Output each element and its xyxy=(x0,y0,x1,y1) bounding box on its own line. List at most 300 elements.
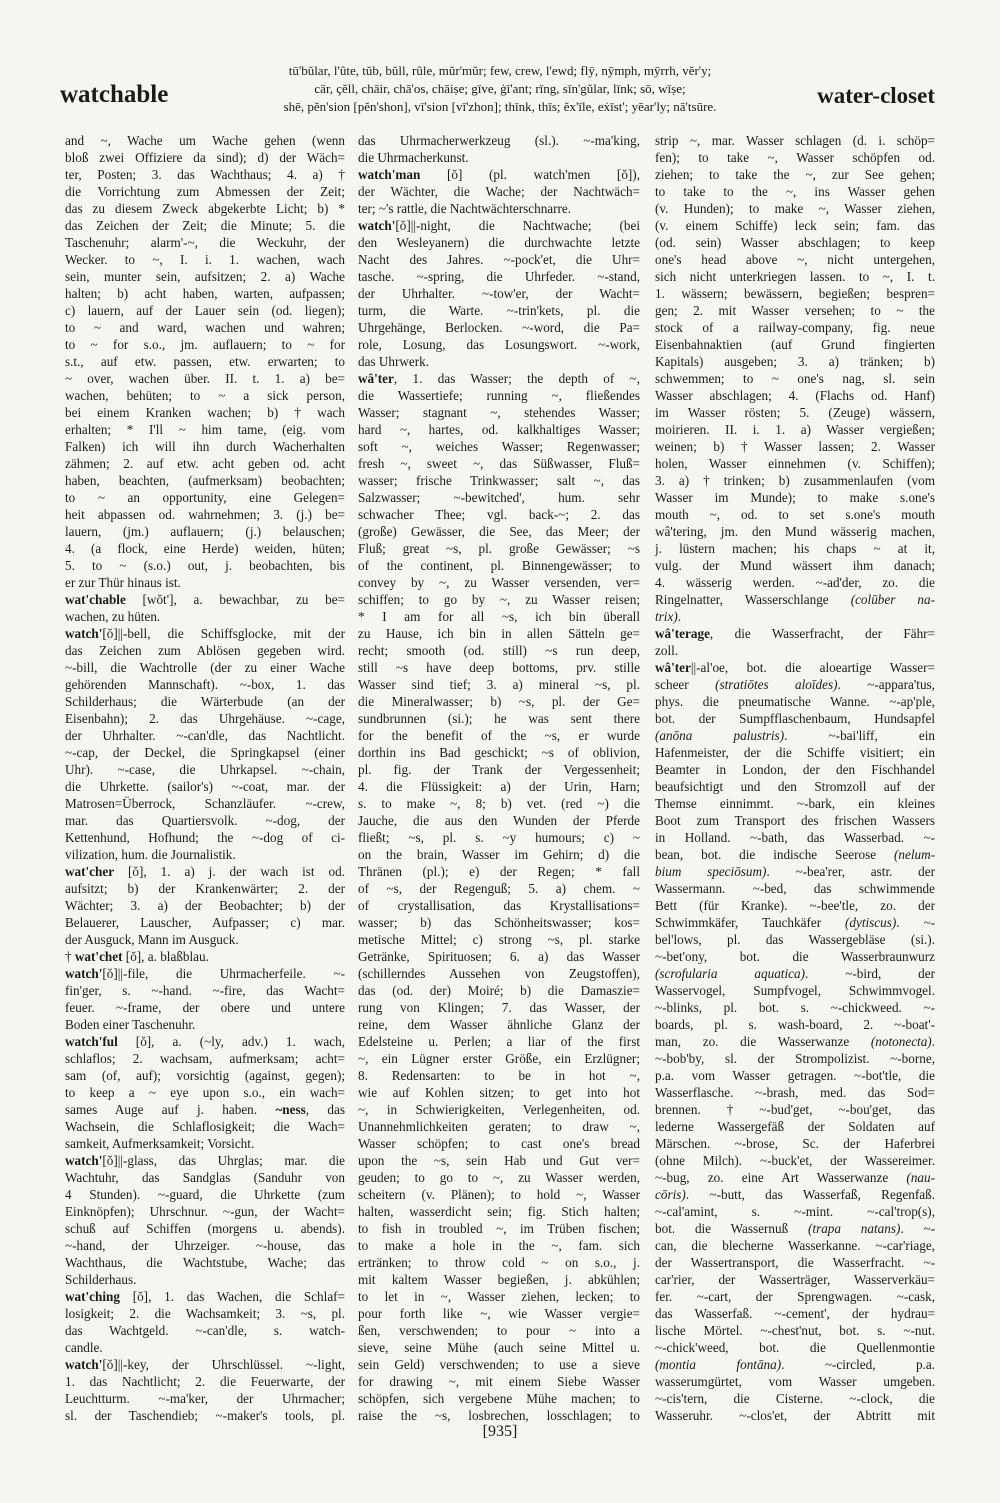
text-line xyxy=(655,1288,935,1305)
text-line xyxy=(358,659,640,676)
line-text: to let in ~, Wasser ziehen, lecken; to xyxy=(358,1289,640,1304)
text-line xyxy=(358,1390,640,1407)
line-text: ter, Posten; 3. das Wachthaus; 4. a) † xyxy=(65,167,345,182)
text-line xyxy=(358,1135,640,1152)
latin-name: trix) xyxy=(655,609,678,624)
line-text: geuden; to go to ~, zu Wasser werden, xyxy=(358,1170,640,1185)
line-text: wasserumgürtet, vom Wasser umgeben. xyxy=(655,1374,935,1389)
line-text: 1. das Nachtlicht; 2. die Feuerwarte, der xyxy=(65,1374,345,1389)
line-text: to ~ and ward, wachen und wahren; xyxy=(65,320,345,335)
line-text: Leuchtturm. ~-ma'ker, der Uhrmacher; xyxy=(65,1391,345,1406)
text-line xyxy=(358,1305,640,1322)
line-text: Taschenuhr; alarm'-~, die Weckuhr, der xyxy=(65,235,345,250)
text-line xyxy=(655,251,935,268)
line-text: die Uhrkette. (sailor's) ~-coat, mar. der xyxy=(65,779,345,794)
line-text: Eisenbahn); 2. das Uhrgehäuse. ~-cage, xyxy=(65,711,345,726)
line-text: 8. Redensarten: to be in hot ~, xyxy=(358,1068,640,1083)
text-run: bot. die Wassernuß xyxy=(655,1221,809,1236)
line-text: Jauche, die aus den Wunden der Pferde xyxy=(358,813,640,828)
text-line xyxy=(655,1339,935,1356)
text-line xyxy=(655,217,935,234)
line-text xyxy=(655,914,935,931)
text-line xyxy=(655,948,935,965)
text-line xyxy=(358,1152,640,1169)
line-text: Unannehmlichkeiten geraten; to draw ~, xyxy=(358,1119,640,1134)
line-text: sam (of, auf); vorsichtig (against, gegen); xyxy=(65,1068,345,1083)
line-text xyxy=(655,863,935,880)
text-line xyxy=(655,897,935,914)
text-line xyxy=(65,472,345,489)
text-line xyxy=(65,948,345,965)
text-line xyxy=(655,438,935,455)
text-line xyxy=(655,540,935,557)
line-text: ~ over, wachen über. II. t. 1. a) be= xyxy=(65,371,345,386)
line-text xyxy=(655,625,935,642)
text-line xyxy=(65,540,345,557)
text-run: man, zo. die Wasserwanze xyxy=(655,1034,871,1049)
latin-name: (anōna palustris) xyxy=(655,728,785,743)
line-text xyxy=(655,659,935,676)
line-text: ter; ~'s rattle, die Nachtwächterschnarre. xyxy=(358,201,572,216)
text-line xyxy=(655,642,935,659)
text-line xyxy=(655,1271,935,1288)
headword: watch'ful xyxy=(65,1034,118,1049)
text-line xyxy=(358,999,640,1016)
text-line xyxy=(655,1237,935,1254)
line-text xyxy=(65,863,345,880)
line-text: schiffen; to go by ~, zu Wasser reisen; xyxy=(358,592,640,607)
column-left xyxy=(65,132,345,1424)
text-line xyxy=(65,234,345,251)
text-line xyxy=(358,1288,640,1305)
text-line xyxy=(358,132,640,149)
text-run: . ~- xyxy=(900,1221,935,1236)
text-line xyxy=(65,1101,345,1118)
line-text: of ~s, der Regenguß; 5. a) chem. ~ xyxy=(358,881,640,896)
text-line xyxy=(655,676,935,693)
line-text: sieve, seine Mühe (auch seine Mittel u. xyxy=(358,1340,640,1355)
line-text xyxy=(65,948,209,965)
text-line xyxy=(65,880,345,897)
line-text: ~, in Schwierigkeiten, Verlegenheiten, od. xyxy=(358,1102,640,1117)
line-text xyxy=(655,1220,935,1237)
text-line xyxy=(358,166,640,183)
text-line xyxy=(65,625,345,642)
text-line xyxy=(65,336,345,353)
text-line xyxy=(358,319,640,336)
line-text: der Uhrhalter. ~-tow'er, der Wacht= xyxy=(358,286,640,301)
text-run: . xyxy=(931,1034,935,1049)
text-run: . ~-bird, der xyxy=(804,966,935,981)
line-text: to ~ for s.o., jm. auflauern; to ~ for xyxy=(65,337,345,352)
line-text: strip ~, mar. Wasser schlagen (d. i. schöp= xyxy=(655,133,935,148)
text-line xyxy=(358,1084,640,1101)
line-text: (schillerndes Aussehen von Zeugstoffen), xyxy=(358,966,640,981)
text-line xyxy=(358,285,640,302)
line-text: er zur Thür hinaus ist. xyxy=(65,575,181,590)
right-guideword: water-closet xyxy=(817,83,935,108)
line-text: wâ'tering, jm. den Mund wässerig machen, xyxy=(655,524,935,539)
latin-name: (montia fontāna) xyxy=(655,1357,782,1372)
text-line xyxy=(358,897,640,914)
latin-name: (dytiscus) xyxy=(845,915,897,930)
text-line xyxy=(655,914,935,931)
line-text: bel'lows, pl. das Wassergebläse (si.). xyxy=(655,932,935,947)
line-text: Wasseruhr. ~-clos'et, der Abtritt mit xyxy=(655,1408,935,1423)
line-text: erhalten; * I'll ~ him tame, (eig. vom xyxy=(65,422,345,437)
line-text: beaufsichtigt und den Stromzoll auf der xyxy=(655,779,935,794)
line-text: turm, die Warte. ~-trin'kets, pl. die xyxy=(358,303,640,318)
text-run: Ringelnatter, Wasserschlange xyxy=(655,592,851,607)
text-run: . ~-bai'liff, ein xyxy=(784,728,935,743)
line-text xyxy=(65,1152,345,1169)
line-text: schuß auf Schiffen (morgens u. abends). xyxy=(65,1221,345,1236)
line-text: Wasservogel, Sumpfvogel, Schwimmvogel. xyxy=(655,983,935,998)
text-line xyxy=(65,710,345,727)
text-line xyxy=(65,1135,345,1152)
line-text: Märschen. ~-brose, Sc. der Haferbrei xyxy=(655,1136,935,1151)
text-line xyxy=(358,1237,640,1254)
line-text: in Holland. ~-bath, das Wasserbad. ~- xyxy=(655,830,935,845)
line-text: schwemmen; to ~ one's nag, sl. sein xyxy=(655,371,935,386)
text-line xyxy=(655,455,935,472)
text-run: scheer xyxy=(655,677,716,692)
text-line xyxy=(358,370,640,387)
line-text: Fluß; great ~s, pl. große Gewässer; ~s xyxy=(358,541,640,556)
line-text: der Wächter, die Wache; der Nachtwäch= xyxy=(358,184,640,199)
line-text: wasser; b) das Schönheitswasser; kos= xyxy=(358,915,640,930)
line-text: upon the ~s, sein Hab und Gut ver= xyxy=(358,1153,640,1168)
text-line xyxy=(65,574,345,591)
text-line xyxy=(65,727,345,744)
line-text: sein Geld) verschwenden; to use a sieve xyxy=(358,1357,640,1372)
headword: watch'man xyxy=(358,167,421,182)
line-text: Wasser schöpfen; to cast one's bread xyxy=(358,1136,640,1151)
text-run: [ŏ], 1. a) j. der wach ist od. xyxy=(114,864,345,879)
line-text: samkeit, Aufmerksamkeit; Vorsicht. xyxy=(65,1136,255,1151)
text-line xyxy=(65,455,345,472)
text-line xyxy=(655,1101,935,1118)
text-line xyxy=(358,268,640,285)
text-line xyxy=(655,999,935,1016)
line-text: pour forth like ~, wie Wasser vergie= xyxy=(358,1306,640,1321)
latin-name: bium speciōsum) xyxy=(655,864,767,879)
text-line xyxy=(65,302,345,319)
line-text: ~-bill, die Wachtrolle (der zu einer Wache xyxy=(65,660,345,675)
text-line xyxy=(65,778,345,795)
page-number: [935] xyxy=(482,1423,518,1440)
text-line xyxy=(655,285,935,302)
text-run: bean, bot. die indische Seerose xyxy=(655,847,894,862)
text-run: † xyxy=(65,949,75,964)
line-text: Einknöpfen); Uhrschnur. ~-gun, der Wacht= xyxy=(65,1204,345,1219)
line-text: ~, ein Lügner erster Größe, ein Erzlügner; xyxy=(358,1051,640,1066)
line-text: bloß zwei Offiziere da sind); d) der Wäch= xyxy=(65,150,345,165)
text-line xyxy=(358,183,640,200)
text-line xyxy=(358,795,640,812)
text-line xyxy=(655,1033,935,1050)
line-text: sundbrunnen (si.); he was sent there xyxy=(358,711,640,726)
line-text: 4 Stunden). ~-guard, die Uhrkette (zum xyxy=(65,1187,345,1202)
text-line xyxy=(358,1203,640,1220)
text-line xyxy=(358,880,640,897)
line-text: zähmen; 2. auf etw. acht geben od. acht xyxy=(65,456,345,471)
text-line xyxy=(358,455,640,472)
line-text xyxy=(655,846,935,863)
headword: ~ness xyxy=(275,1102,306,1117)
line-text: die Mineralwasser; b) ~s, pl. der Ge= xyxy=(358,694,640,709)
line-text: ~-hand, der Uhrzeiger. ~-house, das xyxy=(65,1238,345,1253)
line-text: halten; b) acht haben, warten, aufpassen; xyxy=(65,286,345,301)
line-text: Falken) ich will ihn durch Wacherhalten xyxy=(65,439,345,454)
text-line xyxy=(358,710,640,727)
line-text: stock of a railway-company, fig. neue xyxy=(655,320,935,335)
text-line xyxy=(65,353,345,370)
line-text: ~-cap, der Deckel, die Springkapsel (einer xyxy=(65,745,345,760)
line-text: 4. die Flüssigkeit: a) der Urin, Harn; xyxy=(358,779,640,794)
text-line xyxy=(65,1373,345,1390)
text-line xyxy=(655,625,935,642)
line-text: gehörenden Mannschaft). ~-box, 1. das xyxy=(65,677,345,692)
line-text: Wasser im Munde); to make s.one's xyxy=(655,490,935,505)
text-line xyxy=(358,693,640,710)
line-text: rung von Klingen; 7. das Wasser, der xyxy=(358,1000,640,1015)
text-line xyxy=(655,931,935,948)
line-text: bei einem Kranken wachen; b) † wach xyxy=(65,405,345,420)
line-text: das (od. der) Moiré; b) die Damaszie= xyxy=(358,983,640,998)
line-text: Edelsteine u. Perlen; a liar of the first xyxy=(358,1034,640,1049)
line-text: ~-cis'tern, die Cisterne. ~-clock, die xyxy=(655,1391,935,1406)
text-line xyxy=(655,200,935,217)
line-text: sl. der Taschendieb; ~-maker's tools, pl. xyxy=(65,1408,345,1423)
text-line xyxy=(358,421,640,438)
text-line xyxy=(655,183,935,200)
text-line xyxy=(655,1016,935,1033)
text-line xyxy=(65,1237,345,1254)
line-text: Boden einer Taschenuhr. xyxy=(65,1017,196,1032)
text-line xyxy=(655,659,935,676)
line-text: Uhrgehänge, Berlocken. ~-word, die Pa= xyxy=(358,320,640,335)
text-line xyxy=(65,1152,345,1169)
text-run: , die Wasserfracht, der Fähr= xyxy=(709,626,935,641)
text-line xyxy=(65,914,345,931)
text-line xyxy=(65,608,345,625)
line-text: wachen, zu hüten. xyxy=(65,609,161,624)
line-text xyxy=(65,625,345,642)
line-text: Schilderhaus. xyxy=(65,1272,137,1287)
text-line xyxy=(358,200,640,217)
text-line xyxy=(655,693,935,710)
text-line xyxy=(65,1118,345,1135)
text-line xyxy=(65,744,345,761)
column-right xyxy=(655,132,935,1424)
text-run: sames Auge auf j. haben. xyxy=(65,1102,276,1117)
text-line xyxy=(655,795,935,812)
line-text: on the brain, Wasser im Gehirn; d) die xyxy=(358,847,640,862)
line-text: brennen. † ~-bud'get, ~-bou'get, das xyxy=(655,1102,935,1117)
line-text: Nacht des Jahres. ~-pock'et, die Uhr= xyxy=(358,252,640,267)
line-text: ~-cal'amint, s. ~-mint. ~-cal'trop(s), xyxy=(655,1204,935,1219)
line-text: lische Mörtel. ~-chest'nut, bot. s. ~-nut. xyxy=(655,1323,935,1338)
line-text: mouth ~, od. to set s.one's mouth xyxy=(655,507,935,522)
line-text: Kettenhund, Hofhund; the ~-dog of ci- xyxy=(65,830,345,845)
text-line xyxy=(655,1169,935,1186)
line-text: still ~s have deep bottoms, prv. stille xyxy=(358,660,640,675)
line-text: Boot zum Transport des frischen Wassers xyxy=(655,813,935,828)
text-line xyxy=(655,829,935,846)
text-line xyxy=(655,727,935,744)
latin-name: (stratiōtes aloīdes) xyxy=(715,677,838,692)
line-text: 5. to ~ (s.o.) out, j. beobachten, bis xyxy=(65,558,345,573)
line-text: zoll. xyxy=(655,643,679,658)
text-line xyxy=(65,268,345,285)
text-line xyxy=(65,1067,345,1084)
text-run: [ŏ]||-file, die Uhrmacherfeile. ~- xyxy=(102,966,345,981)
text-line xyxy=(655,880,935,897)
line-text: to ~ an opportunity, eine Gelegen= xyxy=(65,490,345,505)
text-line xyxy=(655,489,935,506)
text-line xyxy=(65,1084,345,1101)
text-line xyxy=(65,829,345,846)
text-line xyxy=(655,149,935,166)
line-text xyxy=(358,217,640,234)
text-line xyxy=(65,999,345,1016)
text-line xyxy=(358,914,640,931)
line-text: candle. xyxy=(65,1340,103,1355)
line-text: soft ~, weiches Wasser; Regenwasser; xyxy=(358,439,640,454)
line-text: Wasser; stagnant ~, stehendes Wasser; xyxy=(358,405,640,420)
text-line xyxy=(65,1050,345,1067)
line-text: and ~, Wache um Wache gehen (wenn xyxy=(65,133,345,148)
text-line xyxy=(655,812,935,829)
line-text xyxy=(655,591,935,608)
text-line xyxy=(65,1016,345,1033)
text-line xyxy=(358,353,640,370)
line-text xyxy=(655,1186,935,1203)
line-text xyxy=(65,1101,345,1118)
line-text xyxy=(655,676,935,693)
text-line xyxy=(655,268,935,285)
text-line xyxy=(655,1118,935,1135)
line-text: das Uhrmacherwerkzeug (sl.). ~-ma'king, xyxy=(358,133,640,148)
line-text: Themse einnimmt. ~-bark, ein kleines xyxy=(655,796,935,811)
text-line xyxy=(655,506,935,523)
line-text: Beamter in London, der den Fischhandel xyxy=(655,762,935,777)
text-line xyxy=(655,778,935,795)
headword: watch' xyxy=(65,966,103,981)
line-text: wie auf Kohlen sitzen; to get into hot xyxy=(358,1085,640,1100)
text-line xyxy=(655,404,935,421)
line-text: * I am for all ~s, ich bin überall xyxy=(358,609,640,624)
line-text: ~-chick'weed, bot. die Quellenmontie xyxy=(655,1340,935,1355)
text-line xyxy=(65,659,345,676)
text-line xyxy=(655,302,935,319)
text-run: [ŏ]||-glass, das Uhrglas; mar. die xyxy=(102,1153,345,1168)
text-line xyxy=(358,1067,640,1084)
text-run: Schwimmkäfer, Tauchkäfer xyxy=(655,915,845,930)
text-line xyxy=(655,1067,935,1084)
text-line xyxy=(358,1186,640,1203)
text-line xyxy=(655,472,935,489)
text-line xyxy=(655,1322,935,1339)
line-text: Matrosen=Überrock, Schanzläufer. ~-crew, xyxy=(65,796,345,811)
text-line xyxy=(65,812,345,829)
line-text: Salzwasser; ~-bewitched', hum. sehr xyxy=(358,490,640,505)
text-line xyxy=(65,1288,345,1305)
text-line xyxy=(358,1118,640,1135)
line-text: recht; smooth (od. still) ~s run deep, xyxy=(358,643,640,658)
line-text: role, Losung, das Losungswort. ~-work, xyxy=(358,337,640,352)
line-text: dorthin ins Bad geschickt; ~s of oblivion, xyxy=(358,745,640,760)
latin-name: (trapa natans) xyxy=(808,1221,901,1236)
text-line xyxy=(655,744,935,761)
line-text: das Zeichen zum Ablösen gegeben wird. xyxy=(65,643,345,658)
headword: wat'chable xyxy=(65,592,126,607)
text-line xyxy=(358,744,640,761)
line-text xyxy=(655,608,681,625)
headword: watch' xyxy=(65,1357,103,1372)
text-line xyxy=(655,1373,935,1390)
text-line xyxy=(65,676,345,693)
text-line xyxy=(65,1271,345,1288)
text-line xyxy=(65,1186,345,1203)
text-line xyxy=(358,931,640,948)
text-line xyxy=(358,982,640,999)
line-text: der Ausguck, Mann im Ausguck. xyxy=(65,932,239,947)
line-text: der Uhrhalter. ~-can'dle, das Nachtlicht. xyxy=(65,728,345,743)
headword: wâ'terage xyxy=(655,626,710,641)
text-run: ~-bug, zo. eine Art Wasserwanze xyxy=(655,1170,907,1185)
text-run: ||-al'oe, bot. die aloeartige Wasser= xyxy=(690,660,935,675)
line-text: vilization, hum. die Journalistik. xyxy=(65,847,236,862)
line-text: for the benefit of the ~s, er wurde xyxy=(358,728,640,743)
line-text: to make a hole in the ~, fam. sich xyxy=(358,1238,640,1253)
text-line xyxy=(358,608,640,625)
line-text: Wasserflasche. ~-brash, med. das Sod= xyxy=(655,1085,935,1100)
line-text: die Wassertiefe; running ~, fließendes xyxy=(358,388,640,403)
text-line xyxy=(65,863,345,880)
text-line xyxy=(655,421,935,438)
text-line xyxy=(65,421,345,438)
text-line xyxy=(358,1356,640,1373)
text-line xyxy=(358,149,640,166)
text-run: [ŏ] (pl. watch'men [ŏ]), xyxy=(420,167,640,182)
text-line xyxy=(65,761,345,778)
line-text xyxy=(655,727,935,744)
text-line xyxy=(65,1220,345,1237)
left-guideword: watchable xyxy=(60,81,169,108)
text-line xyxy=(65,523,345,540)
text-line xyxy=(65,1033,345,1050)
line-text: bot. der Sumpfflaschenbaum, Hundsapfel xyxy=(655,711,935,726)
line-text: of crystallisation, das Krystallisations= xyxy=(358,898,640,913)
line-text: haben, beachten, (aufmerksam) beobachten; xyxy=(65,473,345,488)
pronunciation-key-line xyxy=(205,98,795,116)
line-text: zu Hause, ich bin in allen Sätteln ge= xyxy=(358,626,640,641)
line-text xyxy=(358,166,640,183)
text-line xyxy=(655,1135,935,1152)
latin-name: (colūber na- xyxy=(850,592,935,607)
text-line xyxy=(65,982,345,999)
pronunciation-key-text: tū'bŭlar, l'ûte, tŭb, bŭll, rûle, mŭr'mŭr; few, crew, l'ewd; flȳ, nȳmph, mȳrrh, vĕr'y; xyxy=(288,63,712,78)
line-text: Wecker. to ~, I. i. 1. wachen, wach xyxy=(65,252,345,267)
line-text: das Wasserfaß. ~-cement', der hydrau= xyxy=(655,1306,935,1321)
text-line xyxy=(65,438,345,455)
line-text: (v. einem Schiffe) leck sein; fam. das xyxy=(655,218,935,233)
line-text: das zu diesem Zweck abgekerbte Licht; b) * xyxy=(65,201,345,216)
line-text: of the continent, pl. Binnengewässer; to xyxy=(358,558,640,573)
line-text: fresh ~, sweet ~, das Süßwasser, Fluß= xyxy=(358,456,640,471)
